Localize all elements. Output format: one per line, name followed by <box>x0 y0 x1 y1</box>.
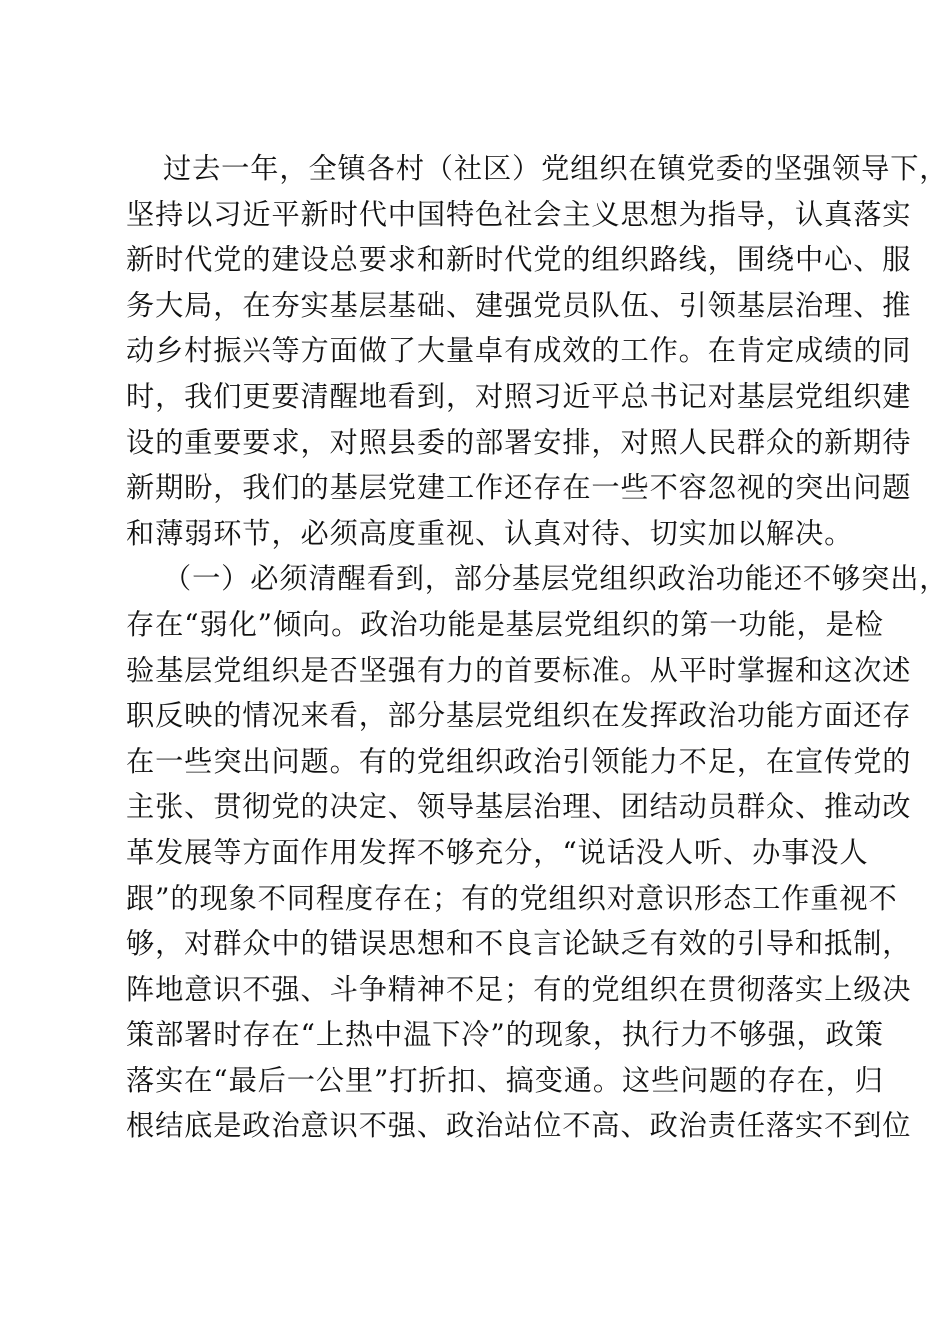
text-line: 新时代党的建设总要求和新时代党的组织路线，围绕中心、服 <box>126 243 912 277</box>
paragraph-1 <box>126 146 949 556</box>
text-line: 设的重要要求，对照县委的部署安排，对照人民群众的新期待 <box>126 425 912 459</box>
text-line: 时，我们更要清醒地看到，对照习近平总书记对基层党组织建 <box>126 379 912 413</box>
text-line: 和薄弱环节，必须高度重视、认真对待、切实加以解决。 <box>126 516 854 550</box>
text-line: 革发展等方面作用发挥不够充分，“说话没人听、办事没人 <box>126 835 869 869</box>
text-line: 坚持以习近平新时代中国特色社会主义思想为指导，认真落实 <box>126 197 912 231</box>
text-line: 阵地意识不强、斗争精神不足；有的党组织在贯彻落实上级决 <box>126 972 912 1006</box>
text-line: 根结底是政治意识不强、政治站位不高、政治责任落实不到位 <box>126 1109 912 1143</box>
text-line: 落实在“最后一公里”打折扣、搞变通。这些问题的存在，归 <box>126 1063 884 1097</box>
text-line: 够，对群众中的错误思想和不良言论缺乏有效的引导和抵制， <box>126 927 912 961</box>
text-line: 主张、贯彻党的决定、领导基层治理、团结动员群众、推动改 <box>126 790 912 824</box>
text-line: 验基层党组织是否坚强有力的首要标准。从平时掌握和这次述 <box>126 653 912 687</box>
text-line: 职反映的情况来看，部分基层党组织在发挥政治功能方面还存 <box>126 699 912 733</box>
text-line: 务大局，在夯实基层基础、建强党员队伍、引领基层治理、推 <box>126 288 912 322</box>
text-line: 在一些突出问题。有的党组织政治引领能力不足，在宣传党的 <box>126 744 912 778</box>
text-line: 过去一年，全镇各村（社区）党组织在镇党委的坚强领导下， <box>163 152 949 185</box>
text-line: （一）必须清醒看到，部分基层党组织政治功能还不够突出， <box>163 562 949 596</box>
text-line: 动乡村振兴等方面做了大量卓有成效的工作。在肯定成绩的同 <box>126 334 912 368</box>
text-line: 新期盼，我们的基层党建工作还存在一些不容忽视的突出问题 <box>126 471 912 505</box>
paragraph-2 <box>126 556 949 1149</box>
text-line: 跟”的现象不同程度存在；有的党组织对意识形态工作重视不 <box>126 881 898 915</box>
text-line: 策部署时存在“上热中温下冷”的现象，执行力不够强，政策 <box>126 1018 884 1052</box>
text-line: 存在“弱化”倾向。政治功能是基层党组织的第一功能，是检 <box>126 607 884 641</box>
document-body <box>126 146 949 1149</box>
